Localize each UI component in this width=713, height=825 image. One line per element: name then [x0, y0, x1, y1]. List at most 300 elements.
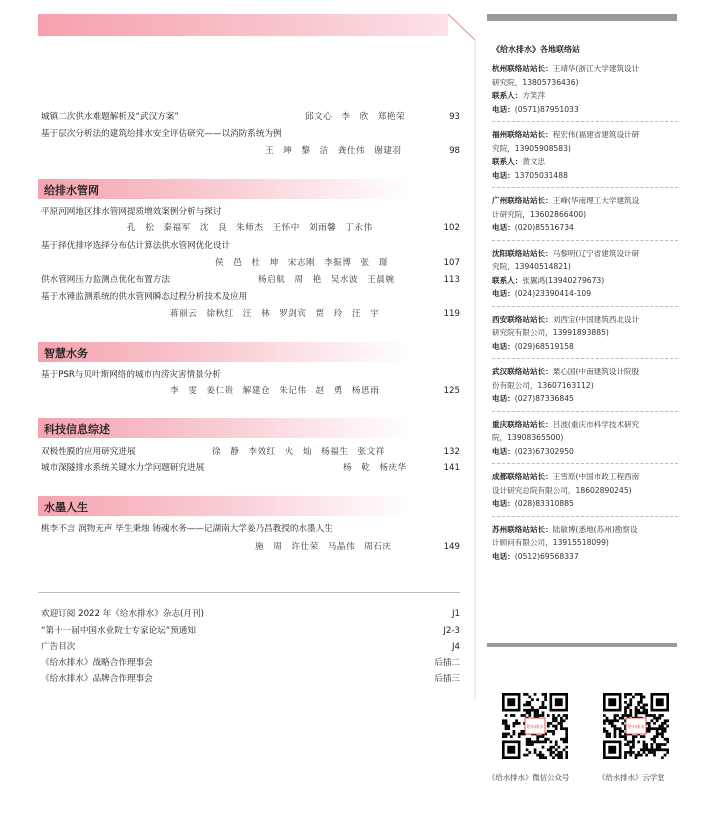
qr-module [542, 706, 545, 709]
article-title[interactable]: 城市深隧排水系统关键水力学问题研究进展 [41, 463, 205, 473]
station-field-label: 电话： [492, 551, 515, 561]
qr-module [629, 714, 632, 717]
qr-finder-pattern [555, 698, 563, 706]
qr-module [565, 741, 568, 744]
qr-module [619, 727, 622, 730]
qr-module [643, 741, 646, 744]
qr-module [635, 756, 638, 759]
section-title: 智慧水务 [44, 347, 88, 360]
qr-module [565, 751, 568, 754]
qr-module [624, 714, 627, 717]
qr-module [550, 748, 553, 751]
wechat-qr-code[interactable] [502, 693, 568, 759]
station-field-value: (029)68519158 [514, 341, 574, 351]
misc-page: J4 [451, 642, 460, 652]
qr-module [648, 751, 651, 754]
qr-module [531, 709, 534, 712]
qr-module [552, 730, 555, 733]
section-header [38, 342, 410, 362]
qr-module [507, 727, 510, 730]
article-title[interactable]: 城镇二次供水难题解析及“武汉方案” [41, 112, 179, 122]
qr-module [515, 719, 518, 722]
qr-module [621, 717, 624, 720]
qr-module [648, 727, 651, 730]
article-title[interactable]: 平原河网地区排水管网提质增效案例分析与探讨 [41, 207, 222, 217]
qr-module [666, 719, 669, 722]
qr-module [621, 735, 624, 738]
station-line [492, 536, 682, 550]
qr-module [563, 738, 566, 741]
qr-module [637, 741, 640, 744]
qr-module [565, 738, 568, 741]
article-title[interactable]: 基于水锤监测系统的供水管网瞬态过程分析技术及应用 [41, 292, 248, 302]
qr-logo-text: 给水排水 [627, 724, 645, 729]
qr-module [624, 738, 627, 741]
station-field-value: (028)83310885 [514, 499, 574, 508]
qr-module [544, 756, 547, 759]
qr-module [656, 719, 659, 722]
station-separator [492, 516, 678, 517]
station-field-value: 究院，13905908583) [492, 143, 571, 153]
station-field-value: 刘西宝(中国建筑西北设计 [552, 314, 640, 324]
qr-module [544, 706, 547, 709]
qr-module [651, 719, 654, 722]
article-title[interactable]: 供水管网压力监测点优化布置方法 [41, 275, 170, 285]
qr-module [666, 738, 669, 741]
qr-module [629, 704, 632, 707]
qr-module [629, 748, 632, 751]
qr-module [632, 735, 635, 738]
qr-module [614, 719, 617, 722]
station-separator [492, 463, 678, 464]
qr-module [611, 725, 614, 728]
qr-module [542, 704, 545, 707]
qr-module [651, 714, 654, 717]
station-field-label: 成都联络站站长： [492, 472, 553, 481]
qr-module [534, 748, 537, 751]
qr-module [560, 717, 563, 720]
station-line [492, 169, 682, 183]
qr-module [651, 746, 654, 749]
station-field-value: 陆敏博(悉地(苏州)勘察设 [552, 524, 638, 534]
qr-module [629, 709, 632, 712]
qr-module [637, 754, 640, 757]
qr-module [637, 693, 640, 696]
qr-module [637, 751, 640, 754]
qr-module [666, 748, 669, 751]
station-field-label: 电话： [492, 341, 515, 351]
station-field-label: 电话： [492, 499, 515, 508]
qr-module [518, 735, 521, 738]
qr-module [614, 717, 617, 720]
qr-module [565, 735, 568, 738]
station-field-label: 武汉联络站站长： [492, 367, 553, 376]
qr-module [505, 735, 508, 738]
station-block [492, 128, 682, 182]
qr-module [632, 751, 635, 754]
qr-module [552, 746, 555, 749]
article-page: 132 [443, 447, 460, 457]
qr-module [560, 722, 563, 725]
qr-module [560, 725, 563, 728]
qr-module [510, 714, 513, 717]
qr-module [526, 711, 529, 714]
qr-module [664, 738, 667, 741]
qr-module [627, 741, 630, 744]
qr-module [629, 701, 632, 704]
qr-module [547, 738, 550, 741]
qr-module [643, 751, 646, 754]
station-field-label: 电话： [492, 446, 515, 456]
qr-module [555, 725, 558, 728]
station-field-value: 计顾问有限公司，13915518099) [492, 538, 609, 547]
article-page: 93 [449, 112, 460, 122]
qr-module [544, 738, 547, 741]
qr-module [526, 748, 529, 751]
station-line [492, 247, 682, 261]
qr-module [528, 714, 531, 717]
qr-module [550, 754, 553, 757]
qr-module [515, 722, 518, 725]
station-field-value: 研究院有限公司，13991893885) [492, 328, 609, 337]
qr-module [640, 754, 643, 757]
station-line [492, 142, 682, 156]
qr-module [643, 735, 646, 738]
station-field-value: 方笑萍 [522, 91, 546, 100]
qr-module [653, 754, 656, 757]
qr-module [651, 748, 654, 751]
station-field-label: 重庆联络站站长： [492, 419, 553, 429]
qr-module [544, 698, 547, 701]
qr-module [658, 717, 661, 720]
section-title: 科技信息综述 [44, 423, 110, 436]
qr-module [624, 751, 627, 754]
station-field-label: 电话： [492, 104, 515, 114]
station-block [492, 470, 682, 511]
qr-module [565, 714, 568, 717]
qr-module [560, 754, 563, 757]
station-line [492, 62, 682, 76]
station-line [492, 484, 682, 498]
qr-module [614, 725, 617, 728]
qr-module [544, 741, 547, 744]
qr-module [513, 714, 516, 717]
misc-item[interactable]: 欢迎订阅 2022 年《给水排水》杂志(月刊) [41, 609, 204, 619]
qr-module [656, 727, 659, 730]
qr-module [648, 725, 651, 728]
qr-module [560, 727, 563, 730]
qr-module [611, 722, 614, 725]
article-page: 119 [443, 309, 460, 319]
station-field-value: 研究院，13805736436) [492, 77, 579, 87]
station-field-label: 联系人： [492, 275, 523, 285]
qr-module [552, 756, 555, 759]
qr-module [520, 730, 523, 733]
qr-module [603, 719, 606, 722]
article-title[interactable]: 桃李不言 润物无声 毕生秉烛 铸魂水务——记湖南大学姜乃昌教授的水墨人生 [41, 524, 333, 534]
qr-module [608, 719, 611, 722]
station-line [492, 340, 682, 354]
qr-module [614, 733, 617, 736]
section-header [38, 418, 410, 438]
station-separator [492, 187, 678, 188]
station-field-value: 王峰(华南理工大学建筑设 [552, 196, 640, 205]
misc-item[interactable]: 《给水排水》品牌合作理事会 [41, 674, 153, 684]
qr-module [557, 754, 560, 757]
cloud-school-qr-code[interactable] [603, 693, 669, 759]
misc-item[interactable]: “第十一届中国水业院士专家论坛”预通知 [41, 626, 196, 636]
misc-item[interactable]: 《给水排水》战略合作理事会 [41, 658, 153, 668]
qr-module [651, 727, 654, 730]
qr-module [526, 743, 529, 746]
qr-finder-pattern [507, 746, 515, 754]
qr-module [555, 743, 558, 746]
qr-module [547, 722, 550, 725]
station-line [492, 103, 682, 117]
qr-module [550, 751, 553, 754]
qr-module [645, 746, 648, 749]
station-line [492, 128, 682, 142]
qr-module [629, 741, 632, 744]
qr-module [635, 711, 638, 714]
qr-module [624, 696, 627, 699]
qr-module [640, 701, 643, 704]
qr-module [536, 698, 539, 701]
article-authors: 蒋丽云 徐秋红 汪 林 罗剑宾 贾 玲 汪 宇 [170, 309, 380, 319]
station-field-value: 栗心国(中南建筑设计院股 [552, 367, 640, 376]
qr-module [505, 727, 508, 730]
qr-module [550, 741, 553, 744]
qr-module [502, 722, 505, 725]
qr-module [627, 693, 630, 696]
qr-module [528, 709, 531, 712]
qr-module [643, 706, 646, 709]
section-divider [38, 592, 460, 593]
qr-module [526, 738, 529, 741]
article-title[interactable]: 基于择优排序选择分布估计算法供水管网优化设计 [41, 241, 231, 251]
qr-module [565, 727, 568, 730]
qr-module [629, 754, 632, 757]
article-title[interactable]: 基于PSR与贝叶斯网络的城市内涝灾害情景分析 [41, 370, 221, 380]
station-field-value: 黄文忠 [522, 157, 546, 166]
qr-finder-pattern [656, 698, 664, 706]
qr-module [544, 693, 547, 696]
qr-module [656, 735, 659, 738]
qr-module [640, 696, 643, 699]
qr-module [635, 693, 638, 696]
qr-module [563, 714, 566, 717]
qr-module [640, 706, 643, 709]
qr-module [560, 738, 563, 741]
qr-module [661, 733, 664, 736]
misc-page: J1 [451, 609, 460, 619]
qr-module [635, 709, 638, 712]
article-authors: 施 周 许仕荣 马晶伟 周石庆 [255, 542, 392, 552]
station-field-value: 13705031488 [514, 170, 568, 180]
qr-module [621, 730, 624, 733]
qr-module [624, 693, 627, 696]
qr-module [507, 725, 510, 728]
article-page: 149 [443, 542, 460, 552]
qr-module [632, 743, 635, 746]
qr-module [526, 693, 529, 696]
qr-module [635, 714, 638, 717]
station-line [492, 287, 682, 301]
qr-module [539, 706, 542, 709]
qr-module [552, 719, 555, 722]
qr-module [523, 709, 526, 712]
qr-module [653, 741, 656, 744]
qr-module [502, 733, 505, 736]
qr-module [565, 754, 568, 757]
station-field-label: 福州联络站站长： [492, 130, 553, 139]
station-field-value: 份有限公司，13607163112) [492, 380, 594, 390]
qr-module [632, 696, 635, 699]
article-authors: 李 雯 姜仁贵 解建仓 朱记伟 赵 勇 杨思雨 [170, 386, 380, 396]
station-line [492, 194, 682, 208]
station-field-value: (020)85516734 [514, 223, 574, 232]
station-block [492, 313, 682, 354]
qr-module [547, 730, 550, 733]
qr-module [534, 741, 537, 744]
qr-module [632, 746, 635, 749]
qr-module [534, 714, 537, 717]
qr-module [661, 748, 664, 751]
qr-module [661, 730, 664, 733]
qr-module [645, 704, 648, 707]
qr-module [536, 709, 539, 712]
qr-module [520, 714, 523, 717]
qr-module [606, 730, 609, 733]
qr-module [624, 711, 627, 714]
qr-module [658, 743, 661, 746]
misc-page: J2-3 [443, 626, 460, 636]
qr-module [534, 693, 537, 696]
article-title[interactable]: 双极性膜的应用研究进展 [41, 447, 136, 457]
qr-module [505, 719, 508, 722]
qr-module [555, 754, 558, 757]
qr-module [523, 754, 526, 757]
qr-module [661, 743, 664, 746]
qr-module [536, 738, 539, 741]
qr-module [502, 735, 505, 738]
qr-module [606, 735, 609, 738]
qr-module [619, 730, 622, 733]
qr-module [603, 722, 606, 725]
station-field-value: 张翼鸿(13940279673) [522, 275, 605, 285]
qr-module [664, 748, 667, 751]
qr-module [606, 717, 609, 720]
qr-module [606, 733, 609, 736]
station-line [492, 89, 682, 103]
station-separator [492, 358, 678, 359]
qr-module [557, 714, 560, 717]
qr-module [544, 696, 547, 699]
article-page: 102 [443, 223, 460, 233]
qr-module [560, 751, 563, 754]
article-authors: 王 珅 黎 洁 龚仕伟 谢建羽 [265, 146, 402, 156]
station-field-label: 电话： [492, 289, 515, 298]
qr-module [550, 730, 553, 733]
qr-module [528, 743, 531, 746]
qr-finder-pattern [608, 698, 616, 706]
qr-module [563, 748, 566, 751]
right-column-bar [487, 14, 677, 21]
qr-module [619, 717, 622, 720]
qr-module [643, 709, 646, 712]
station-line [492, 497, 682, 511]
station-field-value: 程宏伟(福建省建筑设计研 [552, 130, 640, 139]
station-field-label: 西安联络站站长： [492, 314, 553, 324]
qr-finder-pattern [507, 698, 515, 706]
station-line [492, 155, 682, 169]
qr-module [658, 733, 661, 736]
qr-module [539, 714, 542, 717]
qr-module [651, 751, 654, 754]
contact-heading: 《给水排水》各地联络站 [492, 45, 580, 54]
qr-module [505, 725, 508, 728]
qr-module [603, 727, 606, 730]
station-field-value: (023)67302950 [514, 446, 574, 456]
station-line [492, 326, 682, 340]
qr-module [552, 733, 555, 736]
qr-module [627, 704, 630, 707]
qr-module [528, 738, 531, 741]
qr-module [603, 730, 606, 733]
article-title[interactable]: 基于层次分析法的建筑给排水安全评估研究——以消防系统为例 [41, 129, 282, 139]
qr-module [534, 709, 537, 712]
qr-module [513, 725, 516, 728]
qr-module [528, 696, 531, 699]
qr-module [664, 754, 667, 757]
qr-module [656, 717, 659, 720]
qr-module [547, 748, 550, 751]
qr-module [565, 717, 568, 720]
station-field-value: (027)87336845 [514, 394, 574, 403]
qr-module [563, 727, 566, 730]
qr-module [528, 751, 531, 754]
qr-module [520, 733, 523, 736]
station-field-value: 设计研究总院有限公司，18602890245) [492, 485, 632, 495]
qr-module [505, 722, 508, 725]
qr-module [658, 714, 661, 717]
qr-module [518, 722, 521, 725]
station-field-label: 广州联络站站长： [492, 196, 553, 205]
qr-module [565, 733, 568, 736]
qr-module [645, 714, 648, 717]
station-field-value: 马黎明(辽宁省建筑设计研 [552, 248, 640, 258]
qr-module [606, 719, 609, 722]
qr-module [518, 733, 521, 736]
qr-module [624, 706, 627, 709]
section-header [38, 496, 410, 516]
station-block [492, 194, 682, 235]
qr-module [563, 741, 566, 744]
qr-module [557, 722, 560, 725]
qr-module [531, 706, 534, 709]
qr-module [656, 733, 659, 736]
misc-item[interactable]: 广告目次 [41, 642, 76, 652]
station-separator [492, 306, 678, 307]
qr-module [640, 735, 643, 738]
station-field-value: (0512)69568337 [514, 551, 579, 561]
qr-module [629, 698, 632, 701]
qr-module [565, 756, 568, 759]
qr-module [632, 741, 635, 744]
qr-module [661, 722, 664, 725]
qr-module [526, 741, 529, 744]
qr-module [643, 696, 646, 699]
